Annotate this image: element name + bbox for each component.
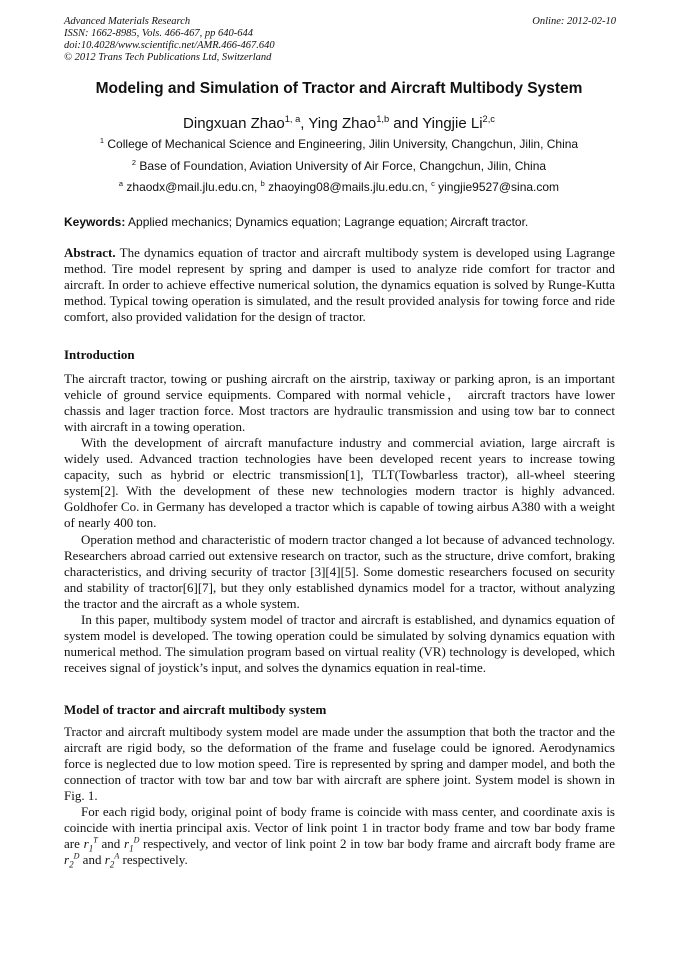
email-a[interactable]: zhaodx@mail.jlu.edu.cn,: [126, 180, 261, 194]
online-date: Online: 2012-02-10: [532, 16, 616, 27]
model-paragraph-2-text-a: For each rigid body, original point of body frame is coincide with mass center, and coordinate axis is coincide with inertia principal axis. Vector of link point 1 in tractor body frame and tow bar body frame are: [64, 804, 615, 851]
model-paragraph-1: Tractor and aircraft multibody system model are made under the assumption that both the tractor and the aircraft are rigid body, so the deformation of the frame and fuselage could be ignored. Aerodynamics force is neglected due to low motion speed. Tire is represented by spring and damper model, and both the connection of tractor with tow bar and tow bar with aircraft are sphere joint. System model is shown in Fig. 1.: [64, 724, 615, 803]
email-list: [0, 180, 678, 194]
vector-r2-aircraft: $r_2^A$: [104, 851, 120, 870]
model-paragraph-2-text-b: respectively, and vector of link point 2 in tow bar body frame and aircraft body frame are: [139, 836, 615, 851]
author-1: Dingxuan Zhao: [183, 115, 285, 132]
keywords-text: Applied mechanics; Dynamics equation; Lagrange equation; Aircraft tractor.: [125, 215, 529, 229]
section-heading-introduction: Introduction: [64, 347, 135, 362]
author-1-affil: 1, a: [284, 114, 301, 124]
email-b[interactable]: zhaoying08@mails.jlu.edu.cn,: [268, 180, 432, 194]
affiliation-1-marker: 1: [99, 136, 105, 145]
model-paragraph-2-text-c: respectively.: [119, 852, 188, 867]
abstract-paragraph: [64, 245, 615, 325]
affiliation-2-marker: 2: [131, 158, 137, 167]
author-separator: ,: [300, 115, 309, 132]
journal-name: Advanced Materials Research: [64, 16, 191, 27]
keywords-label: Keywords:: [64, 215, 126, 229]
affiliation-2: [0, 159, 678, 173]
issn-line: ISSN: 1662-8985, Vols. 466-467, pp 640-644: [64, 28, 253, 39]
affiliation-1-text: College of Mechanical Science and Engineering, Jilin University, Changchun, Jilin, China: [107, 137, 579, 151]
author-3: Yingjie Li: [422, 115, 483, 132]
keywords-line: [64, 215, 616, 229]
email-c-marker: c: [431, 179, 435, 188]
paper-title: Modeling and Simulation of Tractor and Aircraft Multibody System: [95, 80, 583, 97]
intro-paragraph-2: With the development of aircraft manufacture industry and commercial aviation, large aircraft is widely used. Advanced traction technologies have been developed recent years to increase towing capacity, such as hybrid or electric transmission[1], TLT(Towbarless tractor), all-wheel steering system[2]. With the development of these new technologies modern tractor is highly advanced. Goldhofer Co. in Germany has developed a tractor which is capable of towing airbus A380 with a weight of nearly 400 ton.: [64, 435, 615, 530]
abstract-label: Abstract.: [64, 245, 116, 260]
doi-line: doi:10.4028/www.scientific.net/AMR.466-467.640: [64, 40, 275, 51]
conjunction: and: [97, 836, 124, 851]
abstract-text: The dynamics equation of tractor and aircraft multibody system is developed using Lagrange method. Tire model represent by spring and damper is used to analyze ride comfort for tractor and aircraft. In order to achieve effective numerical solution, the dynamics equation is solved by Runge-Kutta method. Typical towing operation is simulated, and the result provided analysis for towing force and ride comfort, also provided validation for the design of tractor.: [64, 245, 615, 324]
affiliation-1: [0, 137, 678, 151]
vector-r2-towbar: $r_2^D$: [64, 851, 80, 870]
email-c[interactable]: yingjie9527@sina.com: [438, 180, 560, 194]
email-a-marker: a: [118, 179, 124, 188]
intro-paragraph-1: The aircraft tractor, towing or pushing aircraft on the airstrip, taxiway or parking apron, is an important vehicle of ground service equipments. Compared with normal vehicle， aircraft tractors have lower chassis and lager traction force. Most tractors are hydraulic transmission and using tow bar to connect with aircraft in a towing operation.: [64, 371, 615, 434]
author-2-affil: 1,b: [376, 114, 390, 124]
author-list: [0, 115, 678, 132]
author-separator: and: [389, 115, 423, 132]
model-paragraph-2: [64, 804, 615, 868]
author-3-affil: 2,c: [482, 114, 495, 124]
section-heading-model: Model of tractor and aircraft multibody system: [64, 702, 327, 717]
author-2: Ying Zhao: [308, 115, 377, 132]
conjunction: and: [79, 852, 105, 867]
intro-paragraph-4: In this paper, multibody system model of tractor and aircraft is established, and dynamics equation of system model is developed. The towing operation could be simulated by solving dynamics equation with numerical method. The simulation program based on virtual reality (VR) technology is developed, which receives signal of joystick’s input, and solves the dynamics equation in real-time.: [64, 612, 615, 675]
intro-paragraph-3: Operation method and characteristic of modern tractor changed a lot because of advanced technology. Researchers abroad carried out extensive research on tractor, such as the structure, drive comfort, braking characteristics, and driving security of tractor [3][4][5]. Some domestic researchers focused on security and stability of tractor[6][7], but they only established dynamics model for a tractor, without analyzing the tractor and the aircraft as a whole system.: [64, 532, 615, 611]
copyright-line: © 2012 Trans Tech Publications Ltd, Switzerland: [64, 52, 272, 63]
affiliation-2-text: Base of Foundation, Aviation University of Air Force, Changchun, Jilin, China: [139, 159, 547, 173]
vector-r1-towbar: $r_1^D$: [124, 835, 140, 854]
vector-r1-tractor: $r_1^T$: [83, 835, 98, 854]
email-b-marker: b: [260, 179, 265, 188]
journal-header: [64, 16, 616, 64]
